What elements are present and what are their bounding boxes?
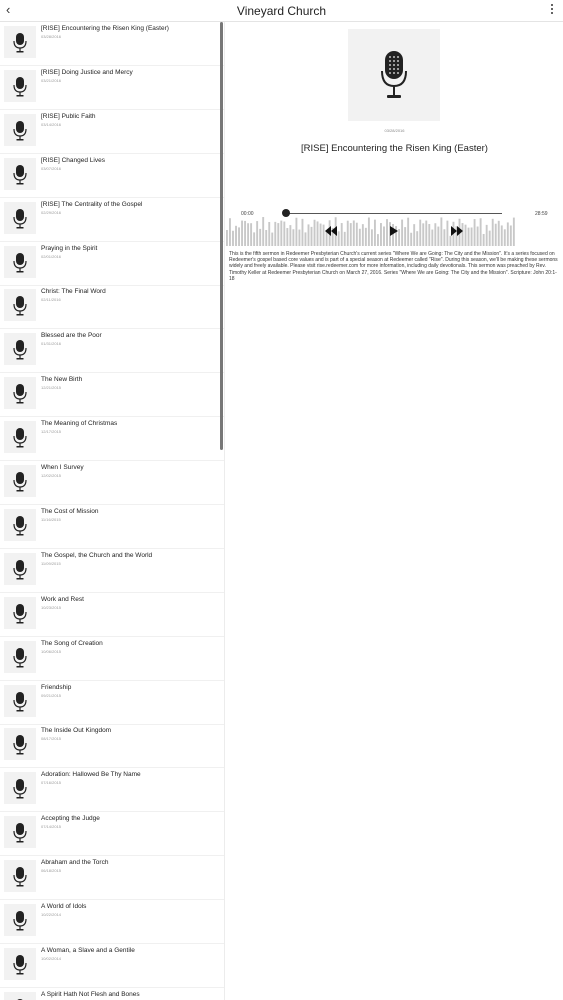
- waveform-bar: [341, 223, 343, 246]
- waveform-bar: [244, 221, 246, 246]
- sermon-thumbnail: [4, 816, 36, 848]
- waveform-bar: [416, 231, 418, 246]
- waveform-bar: [259, 229, 261, 246]
- sermon-thumbnail: [4, 860, 36, 892]
- sermon-title: [RISE] Encountering the Risen King (Easter): [41, 25, 169, 32]
- microphone-icon: [381, 51, 407, 99]
- waveform-bar: [241, 221, 243, 246]
- microphone-icon: [13, 692, 27, 712]
- waveform-bar: [347, 221, 349, 246]
- episode-title: [RISE] Encountering the Risen King (Easter): [301, 143, 488, 154]
- rewind-button[interactable]: [324, 225, 338, 237]
- vertical-dots-icon: [549, 4, 555, 14]
- waveform-bar: [377, 234, 379, 246]
- microphone-icon: [13, 253, 27, 273]
- waveform-bar: [268, 222, 270, 246]
- waveform-bar: [298, 230, 300, 246]
- sermon-list-item[interactable]: [0, 944, 224, 988]
- waveform-bar: [404, 227, 406, 246]
- sermon-title: [RISE] The Centrality of the Gospel: [41, 200, 143, 208]
- microphone-icon: [13, 472, 27, 492]
- waveform-bar: [356, 223, 358, 246]
- sermon-thumbnail: [4, 948, 36, 980]
- sermon-thumbnail: [4, 333, 36, 365]
- sermon-thumbnail: [4, 553, 36, 585]
- sermon-thumbnail: [4, 597, 36, 629]
- sermon-title: The New Birth: [41, 376, 83, 384]
- waveform-bar: [371, 229, 373, 246]
- waveform-bar: [465, 225, 467, 246]
- waveform-bar: [422, 223, 424, 246]
- rewind-icon: [324, 225, 338, 237]
- waveform-bar: [314, 220, 316, 246]
- sermon-list-item[interactable]: [0, 856, 224, 900]
- episode-date: 03/28/2016: [384, 128, 405, 133]
- episode-artwork: [348, 29, 440, 121]
- waveform-bar: [425, 221, 427, 246]
- sermon-date: 08/17/2015: [41, 736, 62, 742]
- sermon-title: When I Survey: [41, 464, 84, 471]
- sermon-date: 11/09/2015: [41, 560, 61, 566]
- chevron-left-icon: ‹: [6, 2, 11, 17]
- sermon-date: 03/21/2016: [41, 77, 62, 83]
- waveform-bar: [235, 226, 237, 246]
- sermon-date: 03/07/2016: [41, 165, 62, 171]
- waveform-bar: [440, 217, 442, 246]
- waveform-bar: [232, 231, 234, 246]
- sermon-list-item[interactable]: [0, 373, 224, 417]
- sermon-list-item[interactable]: [0, 285, 224, 329]
- sermon-list-item[interactable]: [0, 768, 224, 812]
- sermon-date: 01/31/2016: [41, 341, 62, 347]
- waveform-bar: [474, 219, 476, 246]
- sermon-list-item[interactable]: [0, 549, 224, 593]
- waveform-bar: [353, 220, 355, 246]
- sermon-thumbnail: [4, 728, 36, 760]
- sermon-list-item[interactable]: [0, 988, 224, 1000]
- waveform-bar: [419, 220, 421, 246]
- waveform-bar: [407, 218, 409, 246]
- sermon-title: The Meaning of Christmas: [41, 420, 118, 428]
- sermon-list-item[interactable]: [0, 198, 224, 242]
- current-time: 00:00: [241, 211, 254, 217]
- waveform-bar: [302, 219, 304, 246]
- sermon-list[interactable]: [0, 22, 225, 1000]
- waveform-bar: [480, 218, 482, 246]
- sermon-title: Christ: The Final Word: [41, 288, 106, 296]
- more-options-button[interactable]: [549, 4, 555, 16]
- waveform-bar: [338, 231, 340, 246]
- sermon-date: 12/21/2015: [41, 385, 62, 391]
- waveform-bar: [498, 221, 500, 246]
- sermon-list-item[interactable]: [0, 681, 224, 725]
- sermon-title: The Song of Creation: [41, 639, 103, 647]
- microphone-icon: [13, 165, 27, 185]
- waveform-bar: [468, 228, 470, 246]
- sermon-thumbnail: [4, 904, 36, 936]
- sermon-title: Blessed are the Poor: [41, 332, 102, 340]
- waveform-bar: [449, 236, 451, 246]
- waveform-bar: [277, 223, 279, 246]
- sermon-date: 12/02/2015: [41, 473, 62, 478]
- sermon-title: Friendship: [41, 683, 72, 691]
- sermon-date: 10/06/2015: [41, 648, 62, 654]
- sermon-date: 06/18/2015: [41, 868, 62, 874]
- microphone-icon: [13, 560, 27, 580]
- sermon-list-item[interactable]: [0, 154, 224, 198]
- sermon-list-item[interactable]: [0, 461, 224, 505]
- sermon-list-item[interactable]: [0, 593, 224, 637]
- sermon-date: 10/23/2015: [41, 604, 62, 610]
- sermon-list-item[interactable]: [0, 900, 224, 944]
- waveform-bar: [471, 227, 473, 246]
- sermon-title: A Spirit Hath Not Flesh and Bones: [41, 990, 140, 998]
- sermon-thumbnail: [4, 289, 36, 321]
- microphone-icon: [13, 648, 27, 668]
- waveform-bar: [289, 225, 291, 246]
- waveform-bar: [504, 229, 506, 246]
- microphone-icon: [13, 340, 27, 360]
- sermon-thumbnail: [4, 772, 36, 804]
- sermon-thumbnail: [4, 641, 36, 673]
- microphone-icon: [13, 516, 27, 536]
- sermon-date: 10/02/2014: [41, 955, 62, 961]
- waveform-bar: [513, 218, 515, 246]
- sermon-thumbnail: [4, 70, 36, 102]
- waveform-bar: [350, 223, 352, 246]
- sermon-title: The Inside Out Kingdom: [41, 727, 112, 735]
- sermon-list-item[interactable]: [0, 637, 224, 681]
- waveform-bar: [477, 227, 479, 246]
- waveform-bar: [295, 218, 297, 246]
- microphone-icon: [13, 823, 27, 843]
- sermon-title: [RISE] Doing Justice and Mercy: [41, 68, 133, 76]
- sermon-date: 07/16/2015: [41, 780, 62, 786]
- waveform-bar: [495, 224, 497, 246]
- waveform-bar: [344, 232, 346, 246]
- waveform-bar: [250, 223, 252, 246]
- microphone-icon: [13, 735, 27, 755]
- sermon-list-item[interactable]: [0, 724, 224, 768]
- sermon-date: 12/17/2015: [41, 429, 62, 435]
- sermon-thumbnail: [4, 465, 36, 497]
- sermon-list-item[interactable]: [0, 329, 224, 373]
- sermon-thumbnail: [4, 202, 36, 234]
- microphone-icon: [13, 779, 27, 799]
- microphone-icon: [13, 296, 27, 316]
- waveform-bar: [265, 230, 267, 246]
- waveform: [226, 215, 516, 246]
- sermon-title: The Gospel, the Church and the World: [41, 551, 153, 559]
- waveform-bar: [238, 227, 240, 246]
- sermon-thumbnail: [4, 26, 36, 58]
- waveform-bar: [359, 229, 361, 246]
- sermon-thumbnail: [4, 992, 36, 1000]
- waveform-bar: [247, 223, 249, 246]
- waveform-bar: [507, 222, 509, 246]
- waveform-bar: [386, 219, 388, 246]
- waveform-bar: [434, 223, 436, 246]
- sermon-date: 02/29/2016: [41, 209, 62, 215]
- sermon-thumbnail: [4, 685, 36, 717]
- waveform-bar: [365, 228, 367, 246]
- microphone-icon: [13, 209, 27, 229]
- sermon-date: 10/22/2014: [41, 912, 62, 917]
- sermon-thumbnail: [4, 421, 36, 453]
- sermon-list-item[interactable]: [0, 505, 224, 549]
- waveform-bar: [305, 232, 307, 246]
- sermon-title: Abraham and the Torch: [41, 859, 109, 867]
- waveform-bar: [501, 225, 503, 246]
- waveform-bar: [292, 229, 294, 246]
- waveform-bar: [437, 227, 439, 246]
- sermon-date: 02/01/2016: [41, 253, 62, 259]
- microphone-icon: [13, 428, 27, 448]
- waveform-bar: [229, 218, 231, 246]
- waveform-bar: [492, 219, 494, 246]
- waveform-bar: [483, 234, 485, 246]
- sermon-date: 02/11/2016: [41, 297, 61, 303]
- sermon-thumbnail: [4, 377, 36, 409]
- sermon-title: The Cost of Mission: [41, 507, 99, 515]
- sermon-date: 03/14/2016: [41, 121, 62, 127]
- play-icon: [389, 225, 399, 237]
- app-bar: [0, 0, 563, 22]
- play-button[interactable]: [389, 225, 399, 237]
- waveform-bar: [362, 224, 364, 246]
- waveform-bar: [311, 227, 313, 246]
- sermon-title: Accepting the Judge: [41, 815, 100, 823]
- sermon-thumbnail: [4, 246, 36, 278]
- waveform-bar: [283, 222, 285, 246]
- microphone-icon: [13, 867, 27, 887]
- seek-track[interactable]: [286, 213, 502, 214]
- sermon-list-item[interactable]: [0, 812, 224, 856]
- waveform-bar: [410, 233, 412, 246]
- waveform-bar: [271, 233, 273, 246]
- microphone-icon: [13, 33, 27, 53]
- waveform-bar: [320, 224, 322, 246]
- sermon-date: 03/28/2016: [41, 34, 62, 39]
- sermon-title: [RISE] Public Faith: [41, 112, 96, 120]
- waveform-bar: [428, 224, 430, 246]
- waveform-bar: [486, 225, 488, 246]
- waveform-bar: [413, 224, 415, 246]
- waveform-bar: [383, 226, 385, 246]
- waveform-bar: [510, 225, 512, 246]
- episode-description: This is the fifth sermon in Redeemer Presbyterian Church's current series "Where We are Going: The City and the Mission". It's a series focused on Redeemer's gospel based core values and is part of a special season at Redeemer called "Rise". During this season, we'll be making these sermons widely and freely available. Please visit rise.redeemer.com for more information, including daily devotionals. This sermon was preached by Rev. Timothy Keller at Redeemer Presbyterian Church on March 27, 2016. Series "Where We are Going: The City and the Mission". Scripture: John 20:1-18: [229, 251, 558, 282]
- fast-forward-icon: [450, 225, 464, 237]
- waveform-bar: [253, 232, 255, 246]
- total-time: 28:59: [535, 211, 548, 217]
- sermon-title: Praying in the Spirit: [41, 244, 98, 252]
- sermon-thumbnail: [4, 509, 36, 541]
- sermon-title: A Woman, a Slave and a Gentile: [41, 946, 135, 954]
- sermon-list-item[interactable]: [0, 22, 224, 66]
- sermon-list-item[interactable]: [0, 417, 224, 461]
- waveform-bar: [226, 230, 228, 246]
- waveform-bar: [443, 229, 445, 246]
- list-scrollbar[interactable]: [220, 22, 223, 450]
- sermon-title: A World of Idols: [41, 903, 87, 910]
- waveform-bar: [431, 230, 433, 246]
- sermon-thumbnail: [4, 158, 36, 190]
- sermon-date: 07/14/2015: [41, 824, 62, 830]
- sermon-title: Adoration: Hallowed Be Thy Name: [41, 771, 141, 779]
- waveform-bar: [380, 223, 382, 246]
- microphone-icon: [13, 384, 27, 404]
- page-title: Vineyard Church: [236, 4, 327, 18]
- microphone-icon: [13, 955, 27, 975]
- waveform-bar: [280, 221, 282, 246]
- microphone-icon: [13, 604, 27, 624]
- sermon-date: 09/21/2015: [41, 692, 62, 698]
- waveform-bar: [401, 220, 403, 246]
- waveform-bar: [317, 221, 319, 246]
- waveform-bar: [308, 224, 310, 246]
- sermon-title: [RISE] Changed Lives: [41, 156, 105, 164]
- waveform-bar: [446, 221, 448, 246]
- waveform-bar: [489, 231, 491, 246]
- waveform-bar: [262, 217, 264, 246]
- microphone-icon: [13, 911, 27, 931]
- waveform-bar: [374, 220, 376, 246]
- sermon-date: 11/16/2015: [41, 516, 61, 522]
- waveform-bar: [256, 221, 258, 246]
- fast-forward-button[interactable]: [450, 225, 464, 237]
- waveform-bar: [286, 228, 288, 246]
- sermon-list-item[interactable]: [0, 66, 224, 110]
- microphone-icon: [13, 77, 27, 97]
- sermon-title: Work and Rest: [41, 595, 84, 603]
- waveform-bar: [368, 217, 370, 246]
- waveform-bar: [274, 222, 276, 246]
- sermon-list-item[interactable]: [0, 242, 224, 286]
